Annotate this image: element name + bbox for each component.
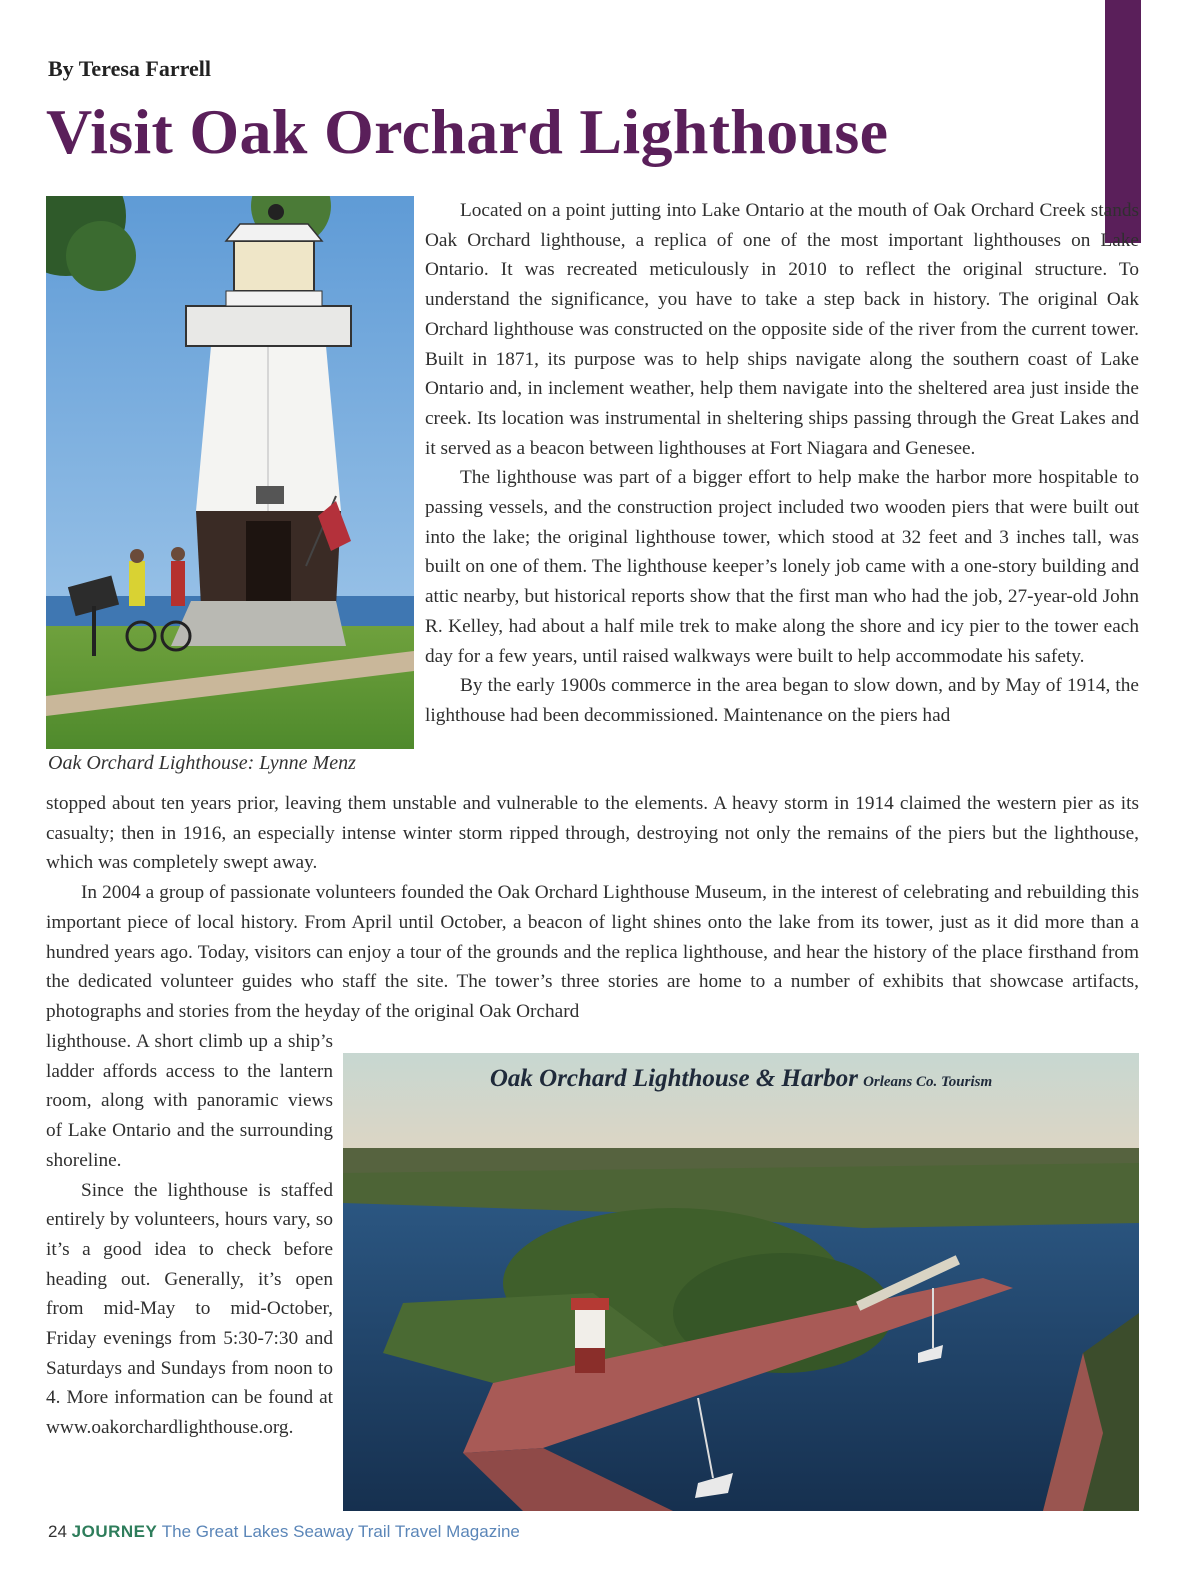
harbor-illustration (343, 1053, 1139, 1511)
article-paragraph: In 2004 a group of passionate volunteers founded the Oak Orchard Lighthouse Museum, in the interest of celebrating and rebuilding this important piece of local history. From April until October, a beacon of light shines onto the lake from its tower, just as it did more than a hundred years ago. Today, visitors can enjoy a tour of the grounds and the replica lighthouse, and hear the history of the place firsthand from the dedicated volunteer guides who staff the site. The tower’s three stories are home to a number of exhibits that showcase artifacts, photographs and stories from the heyday of the original Oak Orchard (46, 882, 1139, 1022)
lighthouse-photo-caption: Oak Orchard Lighthouse: Lynne Menz (48, 752, 356, 774)
byline: By Teresa Farrell (48, 56, 211, 81)
article-title: Visit Oak Orchard Lighthouse (46, 96, 889, 167)
harbor-photo (343, 1053, 1139, 1511)
article-paragraph: The lighthouse was part of a bigger effort to help make the harbor more hospitable to passing vessels, and the construction project included two wooden piers that were built out into the lake; the original lighthouse tower, which stood at 32 feet and 3 inches tall, was built on one of them. The lighthouse keeper’s lonely job came with a one-story building and attic nearby, but historical reports show that the first man who had the job, 27-year-old John R. Kelley, had about a half mile trek to make along the shore and icy pier to the tower each day for a few years, until raised walkways were built to help accommodate his safety. (425, 467, 1139, 667)
harbor-photo-credit: Orleans Co. Tourism (863, 1074, 993, 1090)
harbor-photo-caption: Oak Orchard Lighthouse & Harbor (489, 1065, 858, 1092)
article-column-left (46, 1027, 333, 1443)
magazine-subtitle: The Great Lakes Seaway Trail Travel Magazine (161, 1522, 520, 1541)
lighthouse-photo (46, 196, 414, 749)
article-paragraph: By the early 1900s commerce in the area began to slow down, and by May of 1914, the lighthouse had been decommissioned. Maintenance on the piers had (425, 675, 1139, 726)
magazine-name: JOURNEY (71, 1522, 158, 1541)
page-footer (48, 1522, 520, 1542)
lighthouse-illustration (46, 196, 414, 749)
page-number: 24 (48, 1522, 67, 1541)
article-paragraph: Located on a point jutting into Lake Ontario at the mouth of Oak Orchard Creek stands Oak Orchard lighthouse, a replica of one of the most important lighthouses on Lake Ontario. It was recreated meticulously in 2010 to reflect the original structure. To understand the significance, you have to take a step back in history. The original Oak Orchard lighthouse was constructed on the opposite side of the river from the current tower. Built in 1871, its purpose was to help ships navigate along the southern coast of Lake Ontario and, in inclement weather, help them navigate into the sheltered area just inside the creek. Its location was instrumental in sheltering ships passing through the Great Lakes and it served as a beacon between lighthouses at Fort Niagara and Genesee. (425, 200, 1139, 459)
harbor-photo-caption-group (343, 1065, 1139, 1093)
article-fullwidth (46, 789, 1139, 1027)
article-paragraph: stopped about ten years prior, leaving them unstable and vulnerable to the elements. A heavy storm in 1914 claimed the western pier as its casualty; then in 1916, an especially intense winter storm ripped through, destroying not only the remains of the piers but the lighthouse, which was completely swept away. (46, 793, 1139, 874)
article-paragraph: Since the lighthouse is staffed entirely by volunteers, hours vary, so it’s a good idea to check before heading out. Generally, it’s open from mid-May to mid-October, Friday evenings from 5:30-7:30 and Saturdays and Sundays from noon to 4. More information can be found at www.oakorchardlighthouse.org. (46, 1179, 333, 1439)
article-paragraph: lighthouse. A short climb up a ship’s ladder affords access to the lantern room, along with panoramic views of Lake Ontario and the surrounding shoreline. (46, 1031, 333, 1171)
article-column-right (425, 196, 1139, 731)
